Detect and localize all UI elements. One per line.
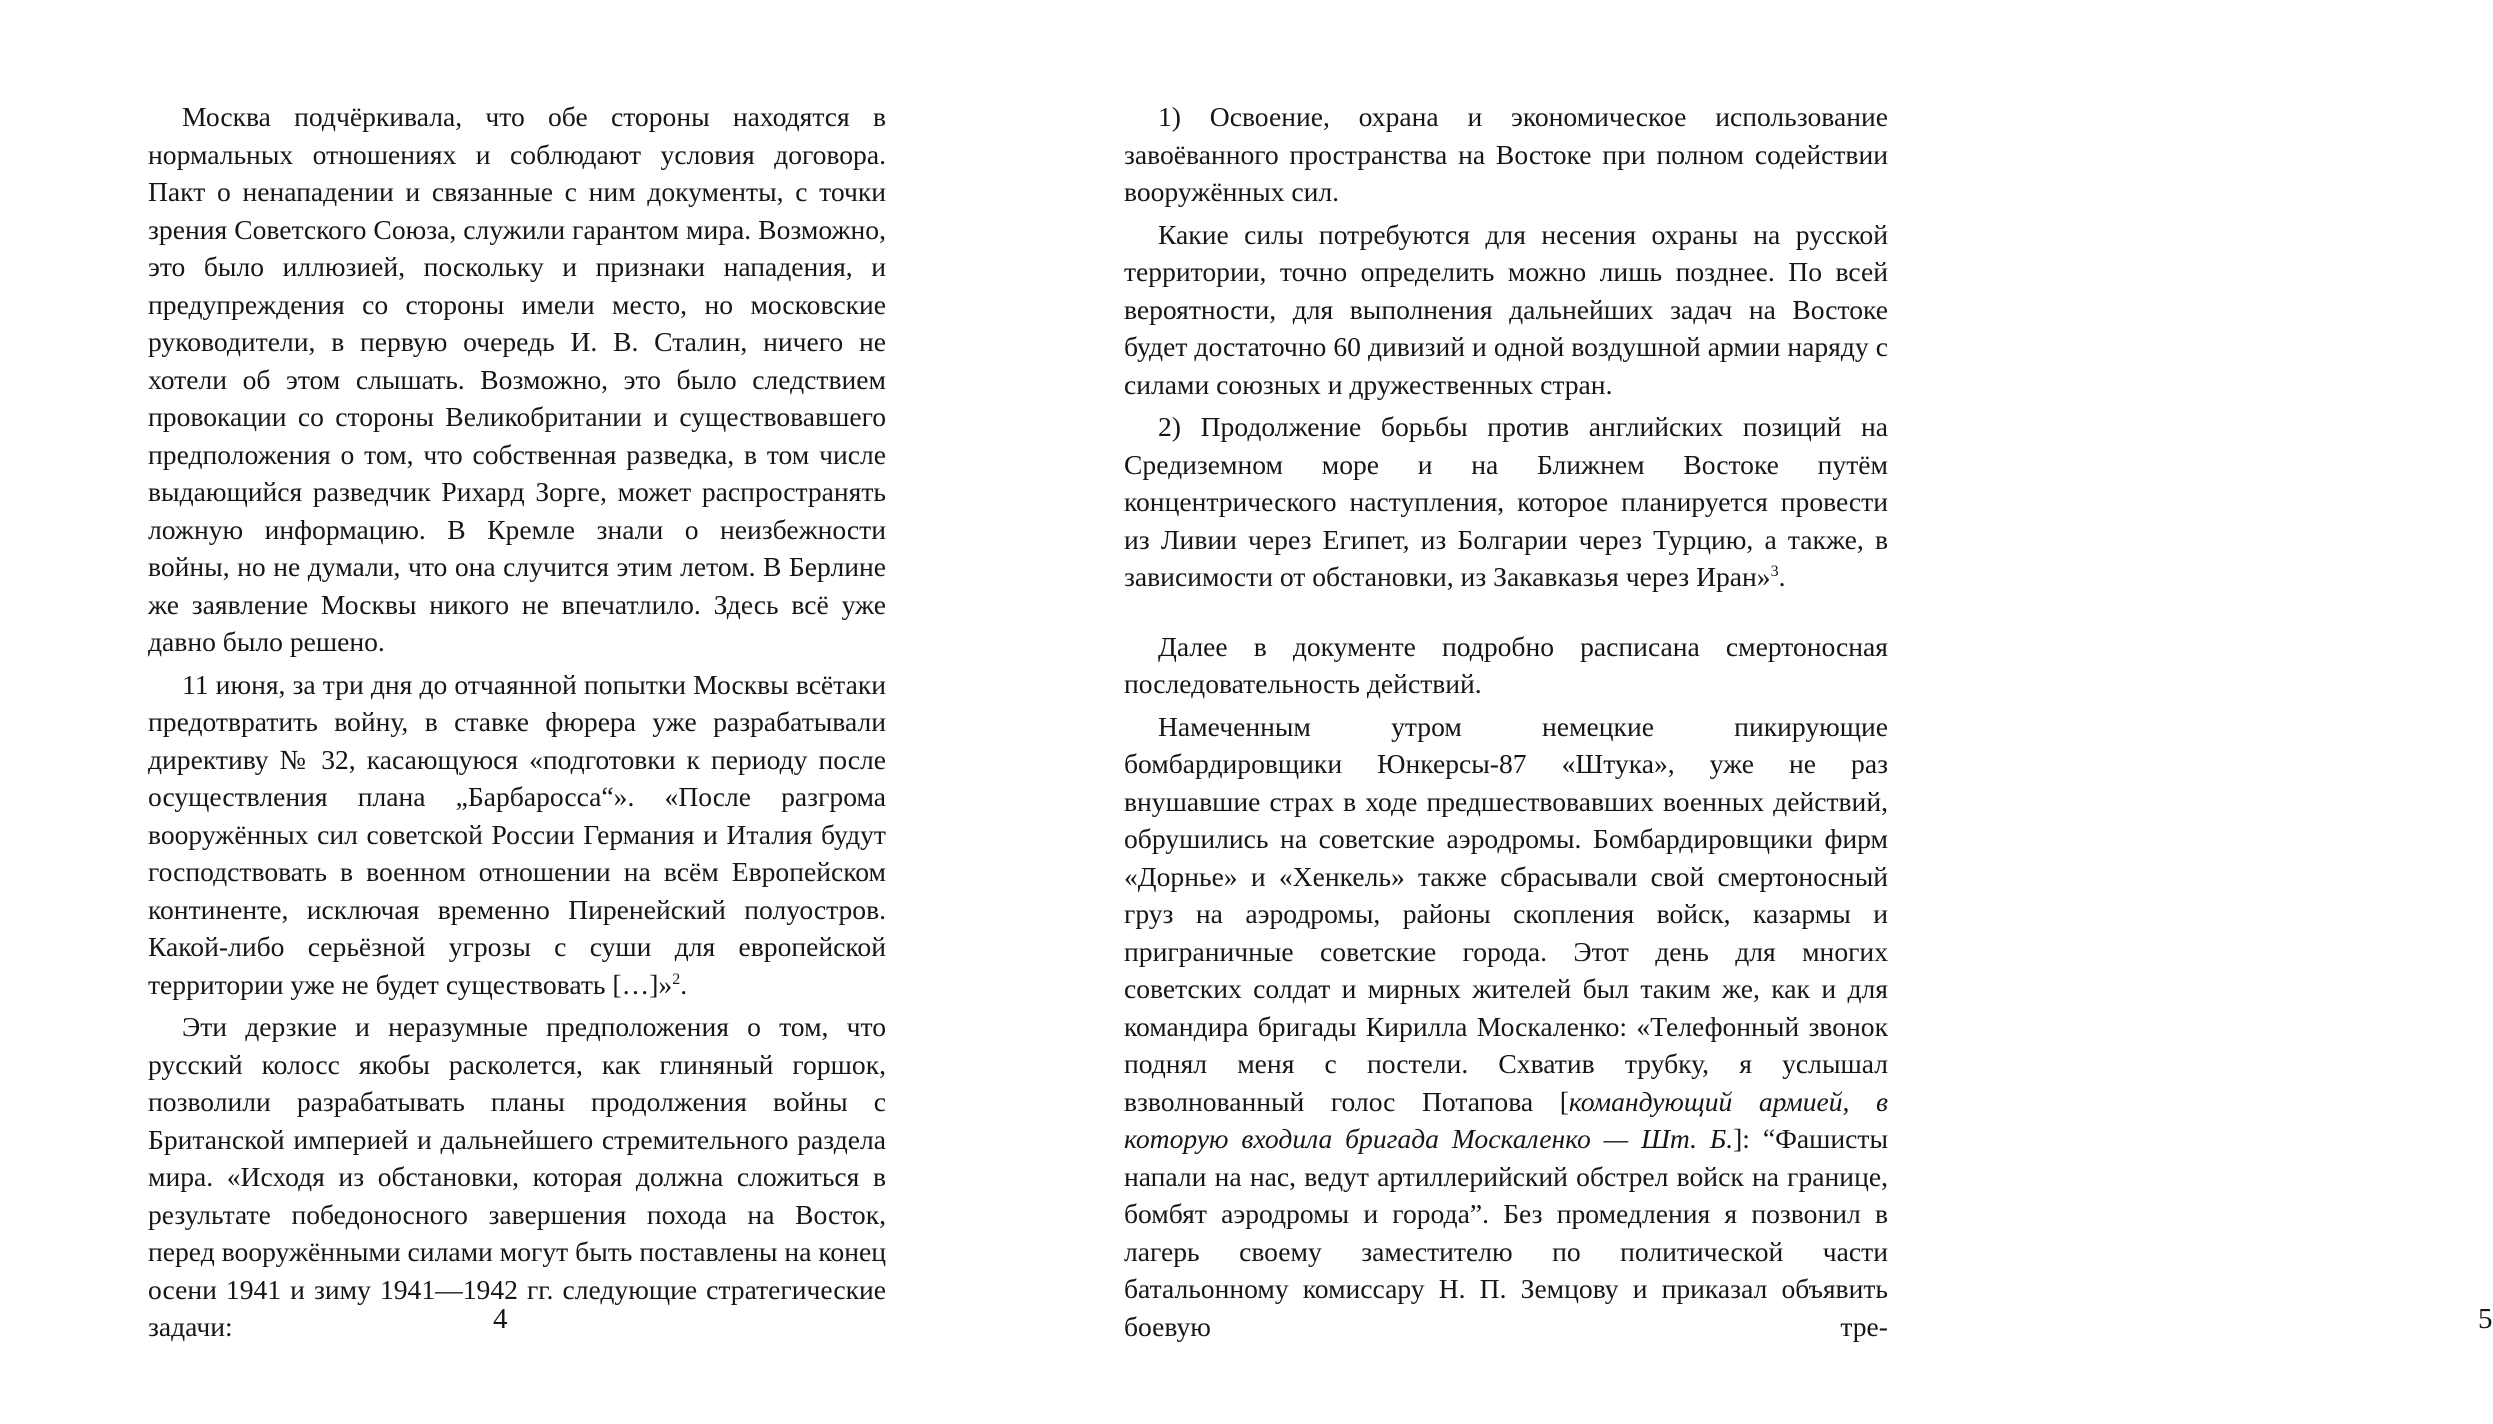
paragraph-text: 2) Продолжение борьбы против английских позиций на Средиземном море и на Ближнем Востоке путём концентрического наступления, которое планируется провести из Ливии через Египет, из Болгарии через Турцию, а также, в зависимости от обстановки, из Закавказья через Иран»	[1124, 411, 1888, 592]
left-page-text	[148, 98, 886, 1351]
paragraph-text: Намеченным утром немецкие пикирующие бомбардировщики Юнкерсы-87 «Штука», уже не раз внушавшие страх в ходе предшествовавших военных действий, обрушились на советские аэродромы. Бомбардировщики фирм «Дорнье» и «Хенкель» также сбрасывали свой смертоносный груз на аэродромы, районы скопления войск, казармы и приграничные советские города. Этот день для многих советских солдат и мирных жителей был таким же, как и для командира бригады Кирилла Москаленко: «Телефонный звонок поднял меня с постели. Схватив трубку, я услышал взволнованный голос Потапова [	[1124, 710, 1888, 1117]
paragraph	[1124, 628, 1888, 703]
paragraph-text: 1) Освоение, охрана и экономическое использование завоёванного пространства на Востоке при полном содействии вооружённых сил.	[1124, 101, 1888, 207]
page-number: 4	[493, 1303, 508, 1335]
left-page	[0, 0, 1000, 1424]
paragraph-text: 11 июня, за три дня до отчаянной попытки Москвы всётаки предотвратить войну, в ставке фюрера уже разрабатывали директиву № 32, касающуюся «подготовки к периоду после осуществления плана „Барбаросса“». «После разгрома вооружённых сил советской России Германия и Италия будут господствовать в военном отношении на всём Европейском континенте, исключая временно Пиренейский полуостров. Какой-либо серьёзной угрозы с суши для европейской территории уже не будет существовать […]»	[148, 668, 886, 1000]
paragraph	[1124, 216, 1888, 404]
paragraph	[1124, 98, 1888, 211]
page-number: 5	[2478, 1303, 2493, 1335]
paragraph	[1124, 708, 1888, 1346]
footnote-ref: 2	[672, 970, 681, 988]
paragraph: 11 июня, за три дня до отчаянной попытки Москвы всётаки предотвратить войну, в ставке фюрера уже разрабатывали директиву № 32, касающуюся «подготовки к периоду после осуществления плана „Барбаросса“». «После разгрома вооружённых сил советской России Германия и Италия будут господствовать в военном отношении на всём Европейском континенте, исключая временно Пиренейский полуостров. Какой-либо серьёзной угрозы с суши для европейской территории уже не будет существовать […]»$^2$.	[148, 668, 886, 1000]
paragraph: 2) Продолжение борьбы против английских позиций на Средиземном море и на Ближнем Востоке путём концентрического наступления, которое планируется провести из Ливии через Египет, из Болгарии через Турцию, а также, в зависимости от обстановки, из Закавказья через Иран»$^3$.	[1124, 411, 1888, 592]
footnote-ref: 3	[1770, 562, 1779, 580]
paragraph-text: Какие силы потребуются для несения охраны на русской территории, точно определить можно лишь позднее. По всей вероятности, для выполнения дальнейших задач на Востоке будет достаточно 60 дивизий и одной воздушной армии наряду с силами союзных и дружественных стран.	[1124, 218, 1888, 400]
paragraph	[148, 98, 886, 661]
paragraph-text: Далее в документе подробно расписана смертоносная последовательность действий.	[1124, 630, 1888, 699]
editorial-note: командующий армией, в которую входила бригада Москаленко — Шт. Б.	[1124, 1085, 1889, 1154]
right-page	[1000, 0, 2493, 1424]
paragraph	[148, 1008, 886, 1346]
right-page-text	[1124, 98, 1888, 1350]
paragraph-text: Москва подчёркивала, что обе стороны находятся в нормальных отношениях и соблюдают условия договора. Пакт о ненападении и связанные с ним документы, с точки зрения Советского Союза, служили гарантом мира. Возможно, это было иллюзией, поскольку и признаки нападения, и предупреждения со стороны имели место, но московские руководители, в первую очередь И. В. Сталин, ничего не хотели об этом слышать. Возможно, это было следствием провокации со стороны Великобритании и существовавшего предположения о том, что собственная разведка, в том числе выдающийся разведчик Рихард Зорге, может распространять ложную информацию. В Кремле знали о неизбежности войны, но не думали, что она случится этим летом. В Берлине же заявление Москвы никого не впечатлило. Здесь всё уже давно было решено.	[148, 101, 886, 657]
paragraph-text: ]: “Фашисты напали на нас, ведут артиллерийский обстрел войск на границе, бомбят аэродромы и города”. Без промедления я позвонил в лагерь своему заместителю по политической части батальонному комиссару Н. П. Земцову и приказал объявить боевую тре-	[1124, 1123, 1889, 1342]
paragraph-text: Эти дерзкие и неразумные предположения о том, что русский колосс якобы расколется, как глиняный горшок, позволили разрабатывать планы продолжения войны с Британской империей и дальнейшего стремительного раздела мира. «Исходя из обстановки, которая должна сложиться в результате победоносного завершения похода на Восток, перед вооружёнными силами могут быть поставлены на конец осени 1941 и зиму 1941—1942 гг. следующие стратегические задачи:	[148, 1011, 886, 1342]
